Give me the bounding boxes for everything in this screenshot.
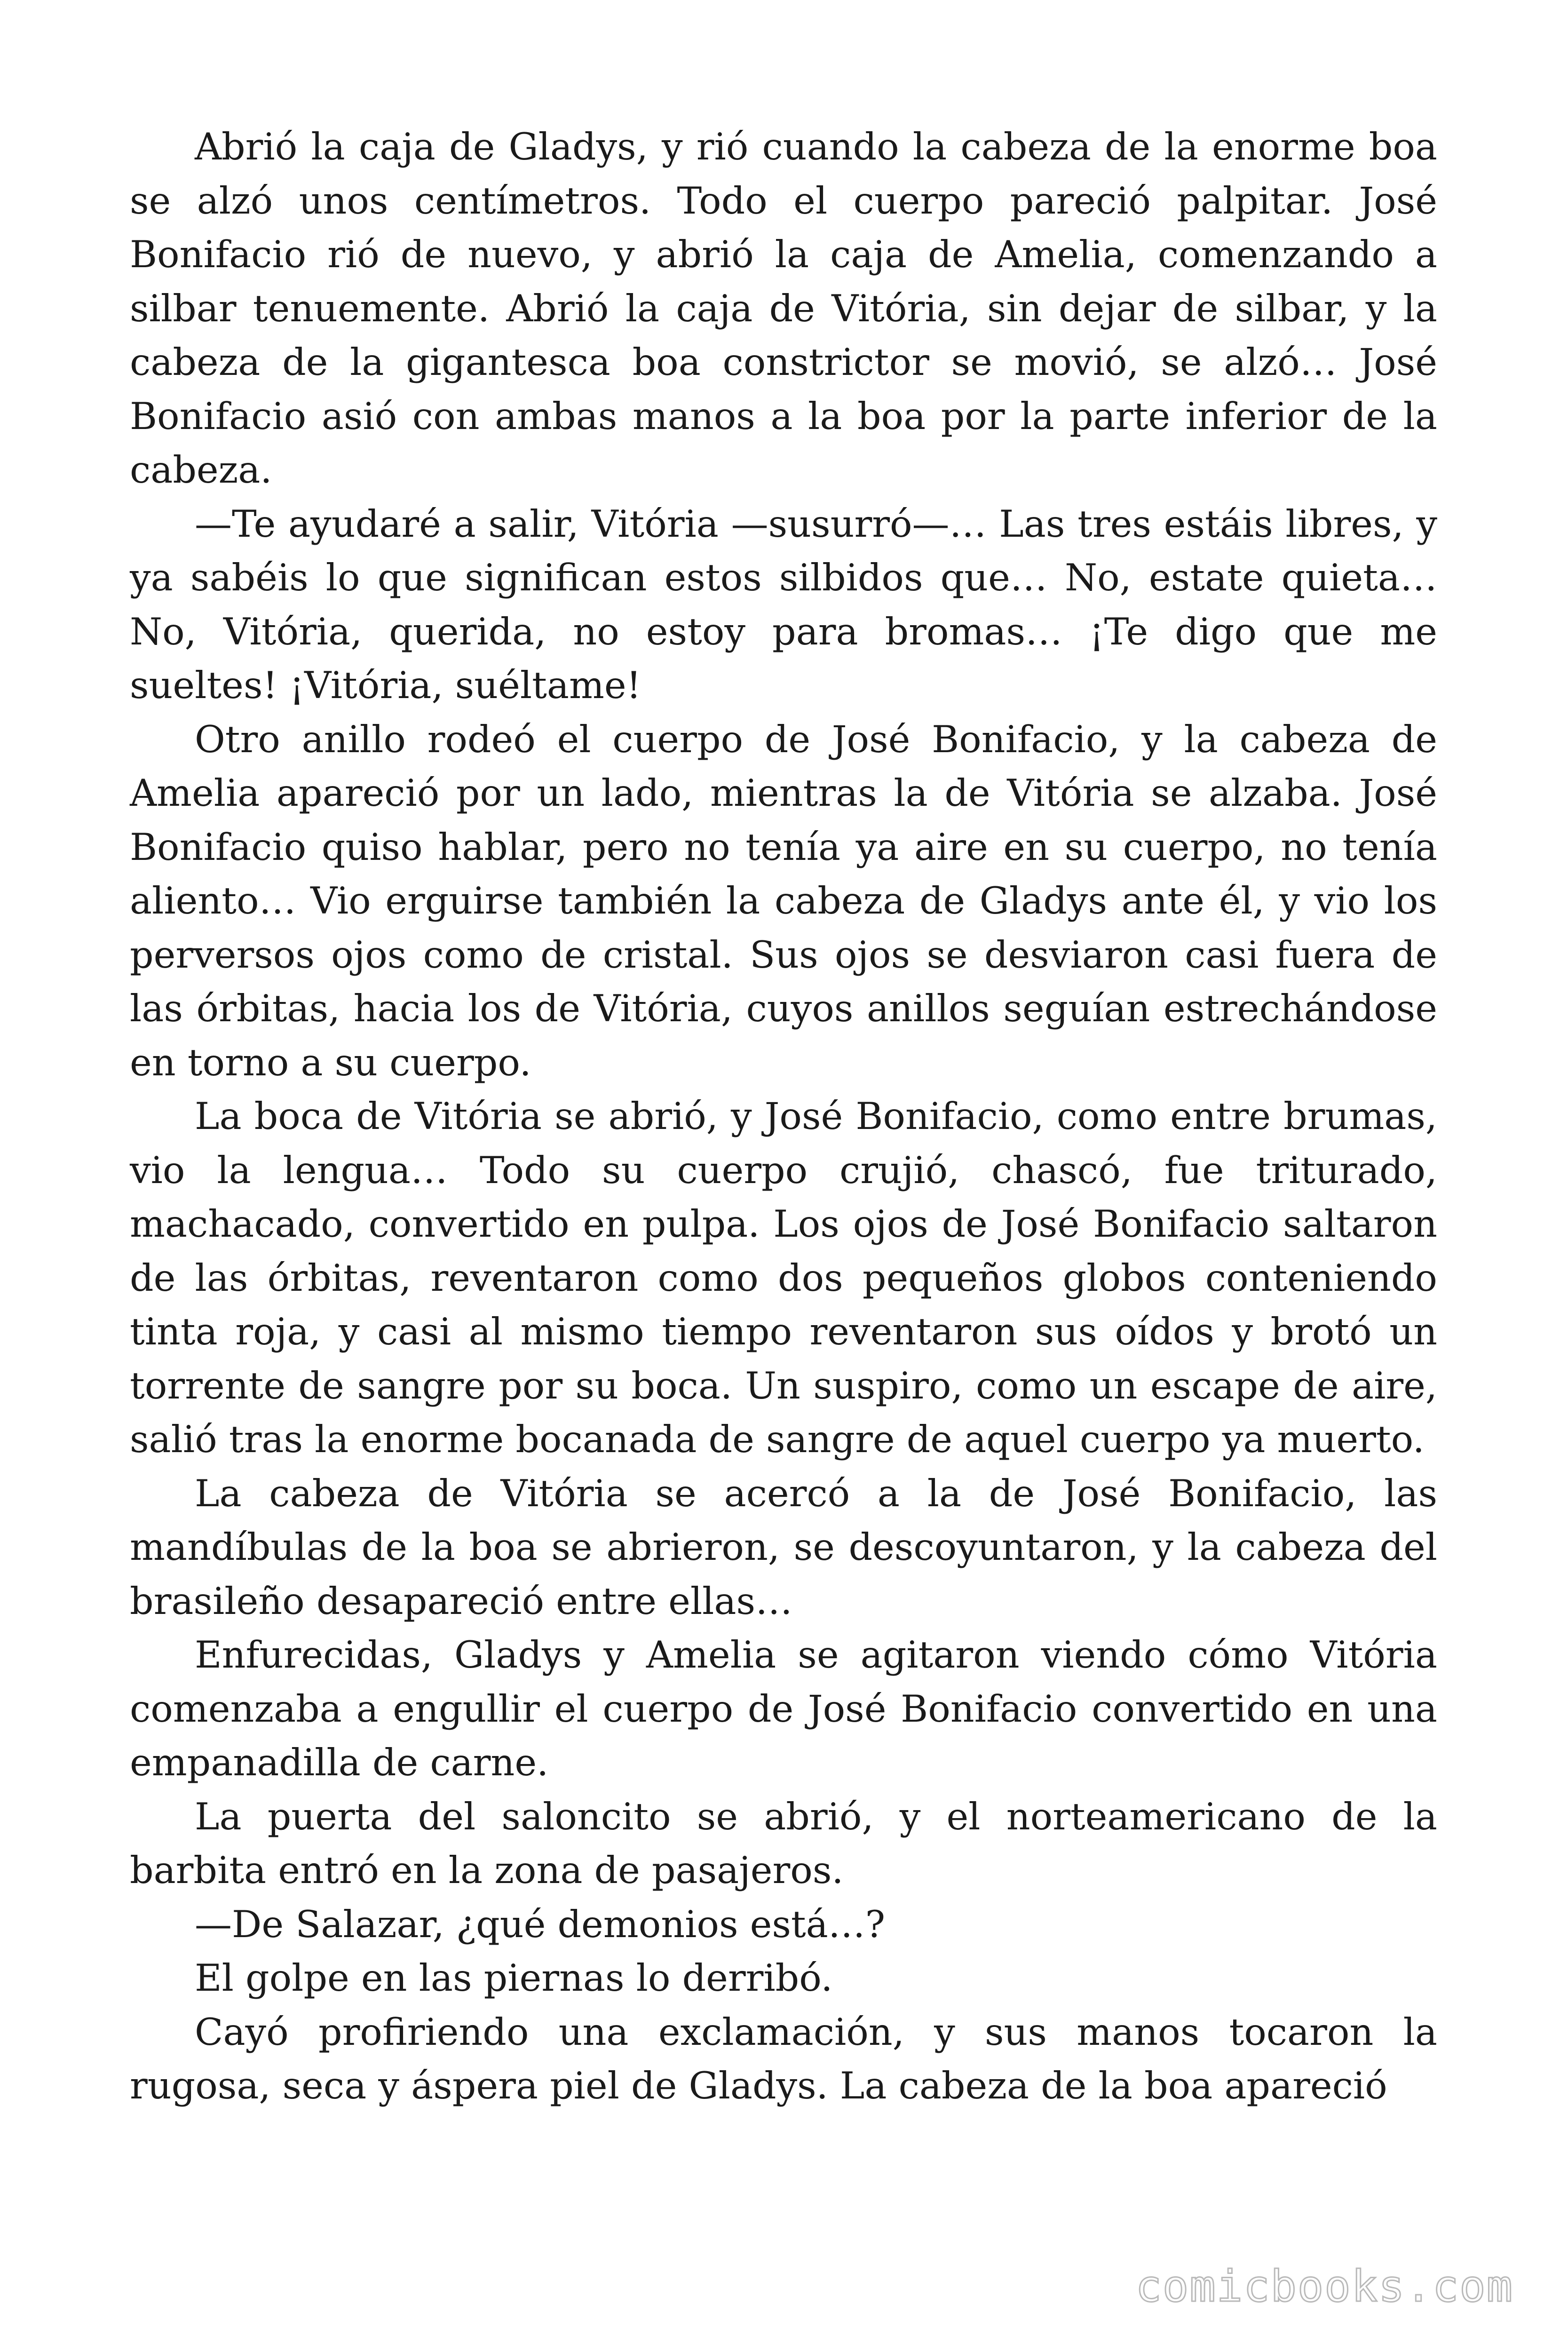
paragraph-7: La puerta del saloncito se abrió, y el norteamericano de la barbita entró en la zona de pasajeros.: [130, 1795, 1437, 1892]
watermark: comicbooks.com: [1135, 2261, 1513, 2312]
paragraph-5: La cabeza de Vitória se acercó a la de José Bonifacio, las mandíbulas de la boa se abrieron, se descoyuntaron, y la cabeza del brasileño desapareció entre ellas…: [130, 1471, 1437, 1623]
paragraph-1: Abrió la caja de Gladys, y rió cuando la cabeza de la enorme boa se alzó unos centímetros. Todo el cuerpo pareció palpitar. José Bonifacio rió de nuevo, y abrió la caja de Amelia, comenzando a silbar tenuemente. Abrió la caja de Vitória, sin dejar de silbar, y la cabeza de la gigantesca boa constrictor se movió, se alzó… José Bonifacio asió con ambas manos a la boa por la parte inferior de la cabeza.: [130, 125, 1437, 492]
body-text: [130, 120, 1437, 2113]
paragraph-4: La boca de Vitória se abrió, y José Bonifacio, como entre brumas, vio la lengua… Todo su cuerpo crujió, chascó, fue triturado, machacado, convertido en pulpa. Los ojos de José Bonifacio saltaron de las órbitas, reventaron como dos pequeños globos conteniendo tinta roja, y casi al mismo tiempo reventaron sus oídos y brotó un torrente de sangre por su boca. Un suspiro, como un escape de aire, salió tras la enorme bocanada de sangre de aquel cuerpo ya muerto.: [130, 1095, 1437, 1461]
paragraph-9: El golpe en las piernas lo derribó.: [195, 1956, 833, 2000]
paragraph-6: Enfurecidas, Gladys y Amelia se agitaron viendo cómo Vitória comenzaba a engullir el cuerpo de José Bonifacio convertido en una empanadilla de carne.: [130, 1633, 1437, 1784]
paragraph-8: —De Salazar, ¿qué demonios está…?: [195, 1902, 886, 1946]
paragraph-2: —Te ayudaré a salir, Vitória —susurró—… Las tres estáis libres, y ya sabéis lo que significan estos silbidos que… No, estate quieta… No, Vitória, querida, no estoy para bromas… ¡Te digo que me sueltes! ¡Vitória, suéltame!: [130, 502, 1437, 707]
paragraph-3: Otro anillo rodeó el cuerpo de José Bonifacio, y la cabeza de Amelia apareció por un lado, mientras la de Vitória se alzaba. José Bonifacio quiso hablar, pero no tenía ya aire en su cuerpo, no tenía aliento… Vio erguirse también la cabeza de Gladys ante él, y vio los perversos ojos como de cristal. Sus ojos se desviaron casi fuera de las órbitas, hacia los de Vitória, cuyos anillos seguían estrechándose en torno a su cuerpo.: [130, 717, 1437, 1084]
paragraph-10: Cayó profiriendo una exclamación, y sus manos tocaron la rugosa, seca y áspera piel de Gladys. La cabeza de la boa apareció: [130, 2010, 1437, 2107]
